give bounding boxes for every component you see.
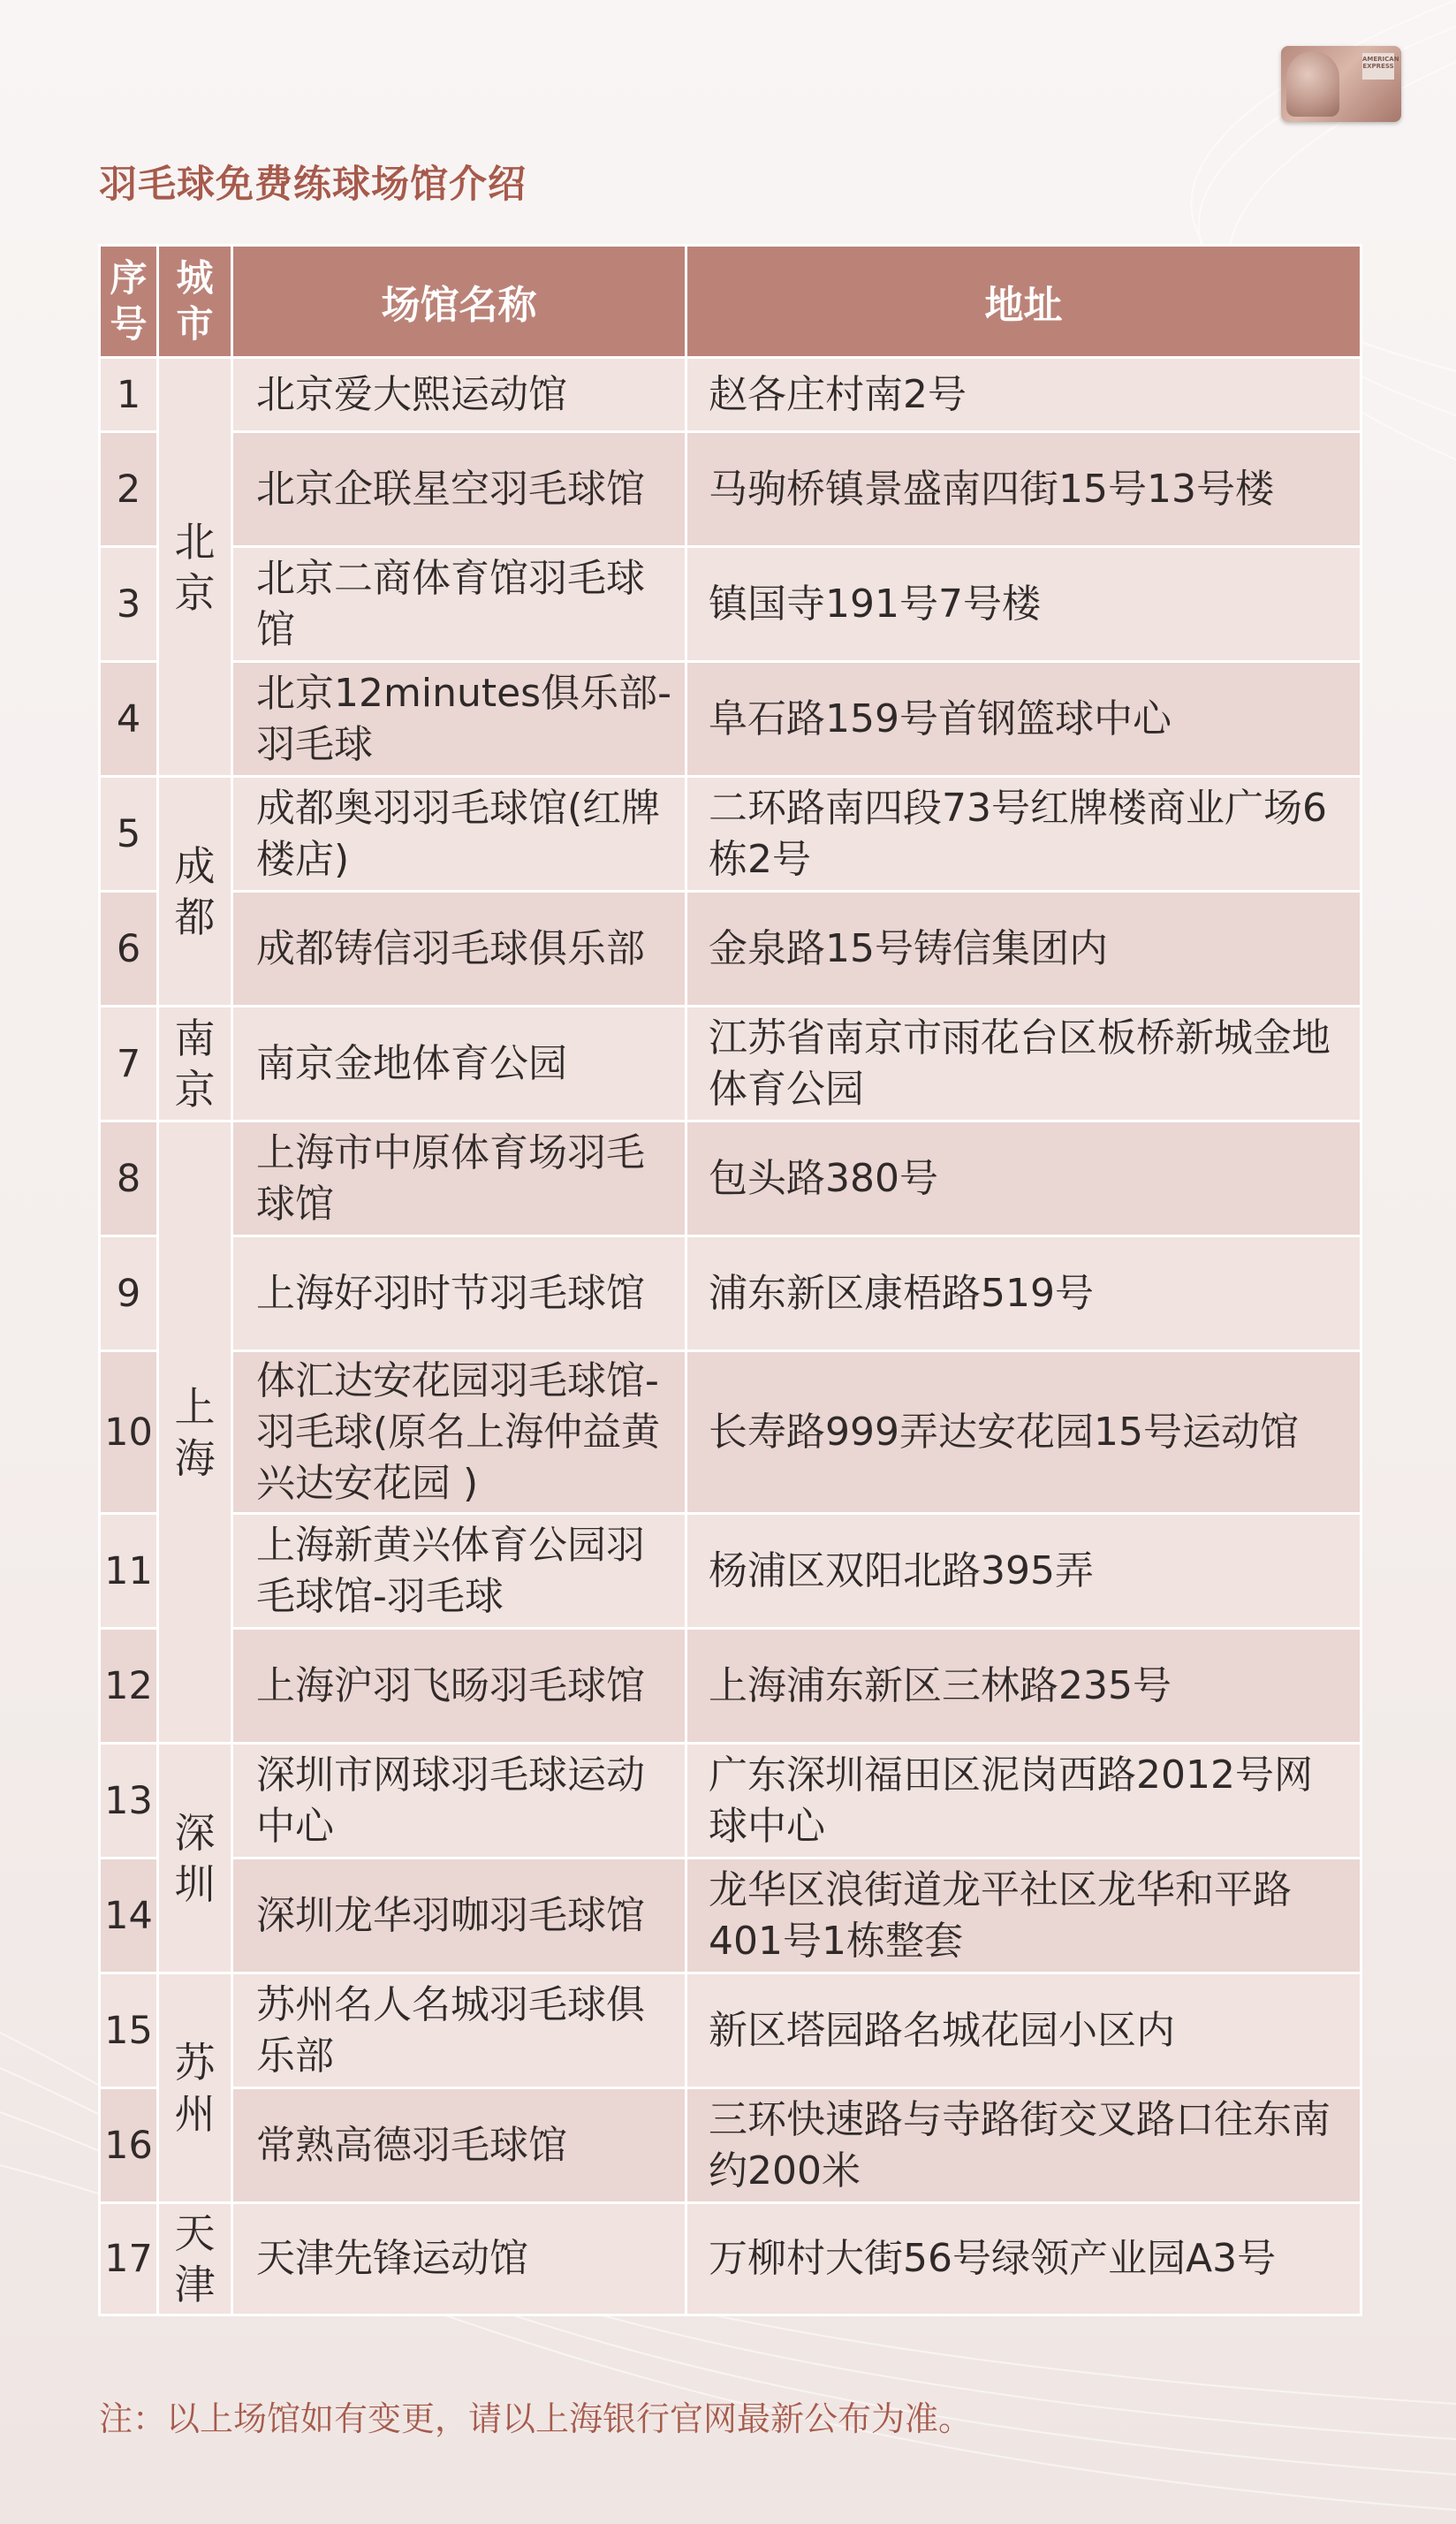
venue-address: 杨浦区双阳北路395弄 bbox=[686, 1514, 1361, 1629]
venue-address: 上海浦东新区三林路235号 bbox=[686, 1629, 1361, 1744]
header-index: 序号 bbox=[100, 246, 158, 358]
row-number: 10 bbox=[100, 1351, 158, 1514]
table-row bbox=[100, 1973, 1361, 2088]
venue-address: 二环路南四段73号红牌楼商业广场6栋2号 bbox=[686, 777, 1361, 892]
row-number: 6 bbox=[100, 892, 158, 1007]
header-city: 城市 bbox=[158, 246, 232, 358]
table-row bbox=[100, 1236, 1361, 1351]
venue-name: 上海新黄兴体育公园羽毛球馆-羽毛球 bbox=[232, 1514, 686, 1629]
row-number: 1 bbox=[100, 358, 158, 432]
city-cell: 苏州 bbox=[158, 1973, 232, 2203]
amex-logo: AMERICAN EXPRESS bbox=[1362, 53, 1394, 80]
venue-name: 成都奥羽羽毛球馆(红牌楼店) bbox=[232, 777, 686, 892]
table-row bbox=[100, 2088, 1361, 2203]
header-venue: 场馆名称 bbox=[232, 246, 686, 358]
row-number: 14 bbox=[100, 1859, 158, 1973]
venue-name: 北京爱大熙运动馆 bbox=[232, 358, 686, 432]
venue-address: 长寿路999弄达安花园15号运动馆 bbox=[686, 1351, 1361, 1514]
page-title: 羽毛球免费练球场馆介绍 bbox=[99, 163, 527, 207]
table-row bbox=[100, 777, 1361, 892]
table-row bbox=[100, 358, 1361, 432]
row-number: 5 bbox=[100, 777, 158, 892]
city-cell: 北京 bbox=[158, 358, 232, 777]
venue-name: 上海好羽时节羽毛球馆 bbox=[232, 1236, 686, 1351]
credit-card-image bbox=[1281, 46, 1401, 122]
venue-name: 成都铸信羽毛球俱乐部 bbox=[232, 892, 686, 1007]
table-row bbox=[100, 1351, 1361, 1514]
venue-name: 北京12minutes俱乐部-羽毛球 bbox=[232, 662, 686, 777]
venue-address: 赵各庄村南2号 bbox=[686, 358, 1361, 432]
venue-name: 上海沪羽飞旸羽毛球馆 bbox=[232, 1629, 686, 1744]
row-number: 13 bbox=[100, 1744, 158, 1859]
venue-name: 常熟高德羽毛球馆 bbox=[232, 2088, 686, 2203]
venue-address: 金泉路15号铸信集团内 bbox=[686, 892, 1361, 1007]
city-cell: 天津 bbox=[158, 2203, 232, 2315]
venue-name: 苏州名人名城羽毛球俱乐部 bbox=[232, 1973, 686, 2088]
venue-address: 马驹桥镇景盛南四街15号13号楼 bbox=[686, 432, 1361, 547]
venue-name: 北京企联星空羽毛球馆 bbox=[232, 432, 686, 547]
footnote: 注：以上场馆如有变更，请以上海银行官网最新公布为准。 bbox=[99, 2399, 973, 2438]
table-row bbox=[100, 1514, 1361, 1629]
header-address: 地址 bbox=[686, 246, 1361, 358]
venue-name: 北京二商体育馆羽毛球馆 bbox=[232, 547, 686, 662]
table-header-row bbox=[100, 246, 1361, 358]
city-cell: 成都 bbox=[158, 777, 232, 1007]
row-number: 8 bbox=[100, 1121, 158, 1236]
table-row bbox=[100, 1744, 1361, 1859]
row-number: 17 bbox=[100, 2203, 158, 2315]
venue-address: 广东深圳福田区泥岗西路2012号网球中心 bbox=[686, 1744, 1361, 1859]
table-row bbox=[100, 1859, 1361, 1973]
venue-address: 包头路380号 bbox=[686, 1121, 1361, 1236]
venue-address: 三环快速路与寺路街交叉路口往东南约200米 bbox=[686, 2088, 1361, 2203]
venue-address: 阜石路159号首钢篮球中心 bbox=[686, 662, 1361, 777]
row-number: 11 bbox=[100, 1514, 158, 1629]
venue-address: 镇国寺191号7号楼 bbox=[686, 547, 1361, 662]
row-number: 12 bbox=[100, 1629, 158, 1744]
table-row bbox=[100, 1629, 1361, 1744]
venue-name: 上海市中原体育场羽毛球馆 bbox=[232, 1121, 686, 1236]
table-row bbox=[100, 1007, 1361, 1121]
row-number: 2 bbox=[100, 432, 158, 547]
city-cell: 上海 bbox=[158, 1121, 232, 1744]
card-portrait bbox=[1286, 51, 1339, 117]
venue-address: 江苏省南京市雨花台区板桥新城金地体育公园 bbox=[686, 1007, 1361, 1121]
venue-name: 天津先锋运动馆 bbox=[232, 2203, 686, 2315]
venue-address: 龙华区浪街道龙平社区龙华和平路401号1栋整套 bbox=[686, 1859, 1361, 1973]
table-row bbox=[100, 662, 1361, 777]
venue-name: 体汇达安花园羽毛球馆-羽毛球(原名上海仲益黄兴达安花园 ) bbox=[232, 1351, 686, 1514]
table-row bbox=[100, 547, 1361, 662]
venue-name: 深圳市网球羽毛球运动中心 bbox=[232, 1744, 686, 1859]
row-number: 16 bbox=[100, 2088, 158, 2203]
venue-address: 新区塔园路名城花园小区内 bbox=[686, 1973, 1361, 2088]
table-row bbox=[100, 1121, 1361, 1236]
venue-address: 浦东新区康梧路519号 bbox=[686, 1236, 1361, 1351]
row-number: 15 bbox=[100, 1973, 158, 2088]
table-row bbox=[100, 432, 1361, 547]
city-cell: 深圳 bbox=[158, 1744, 232, 1973]
table-row bbox=[100, 2203, 1361, 2315]
row-number: 9 bbox=[100, 1236, 158, 1351]
venue-address: 万柳村大街56号绿领产业园A3号 bbox=[686, 2203, 1361, 2315]
venue-name: 深圳龙华羽咖羽毛球馆 bbox=[232, 1859, 686, 1973]
venue-name: 南京金地体育公园 bbox=[232, 1007, 686, 1121]
row-number: 4 bbox=[100, 662, 158, 777]
venue-table bbox=[98, 244, 1362, 2316]
city-cell: 南京 bbox=[158, 1007, 232, 1121]
row-number: 3 bbox=[100, 547, 158, 662]
row-number: 7 bbox=[100, 1007, 158, 1121]
table-row bbox=[100, 892, 1361, 1007]
